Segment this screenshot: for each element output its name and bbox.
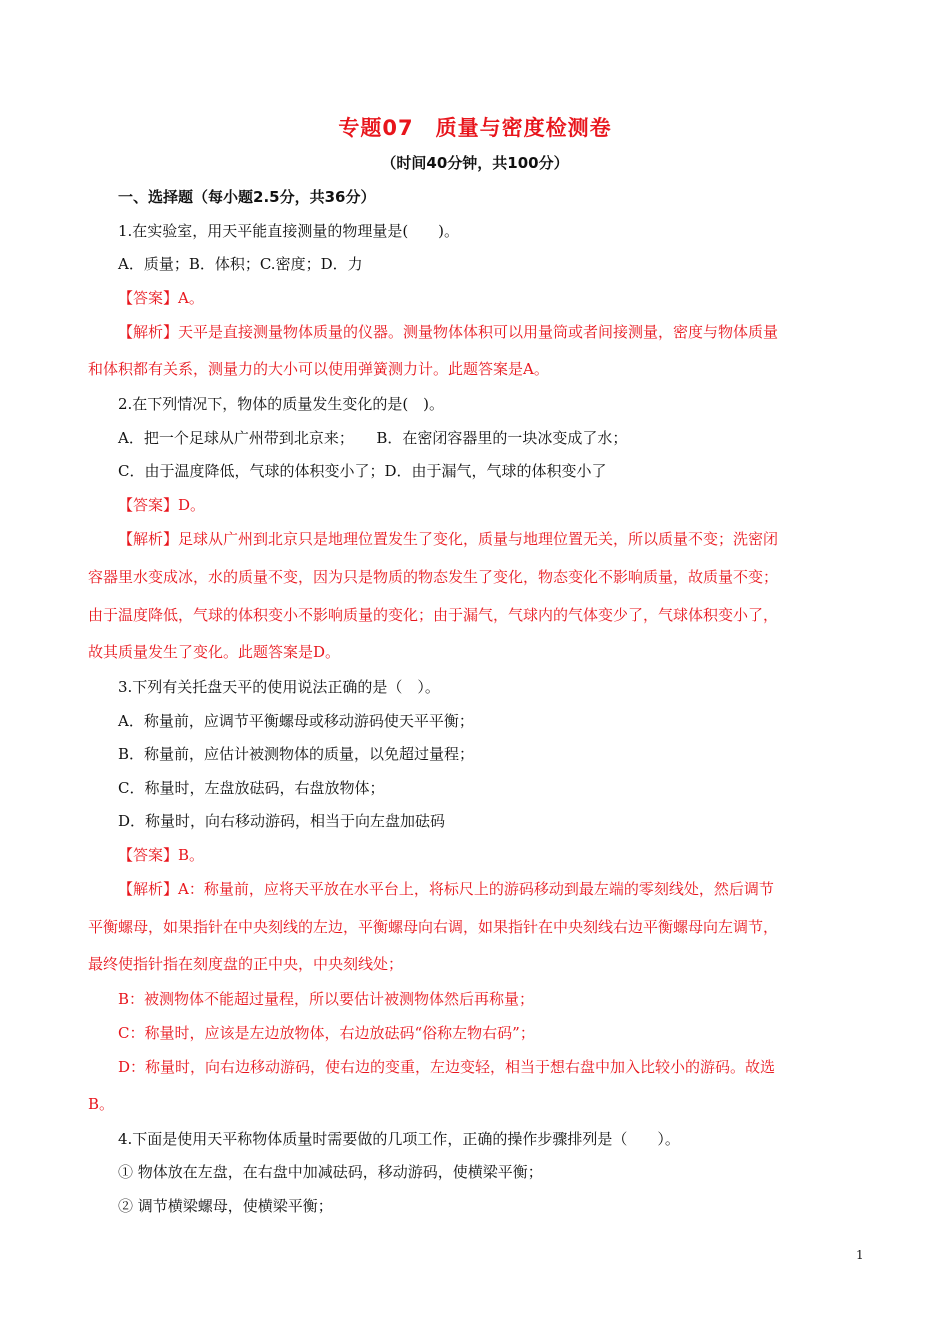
question-1-analysis-line: 和体积都有关系，测量力的大小可以使用弹簧测力计。此题答案是A。 [88, 360, 549, 378]
question-2-analysis-line: 故其质量发生了变化。此题答案是D。 [88, 643, 341, 661]
question-2-analysis-line: 由于温度降低，气球的体积变小不影响质量的变化；由于漏气，气球内的气体变少了，气球体积变小了， [88, 606, 779, 624]
question-3-analysis-line: B。 [88, 1095, 115, 1113]
question-3-analysis-line: B：被测物体不能超过量程，所以要估计被测物体然后再称量； [118, 990, 535, 1008]
question-2-option: A．把一个足球从广州带到北京来； B．在密闭容器里的一块冰变成了水； [118, 429, 628, 447]
question-3-stem: 3.下列有关托盘天平的使用说法正确的是（ ）。 [118, 678, 440, 696]
page-number: 1 [856, 1248, 864, 1262]
question-3-answer: 【答案】B。 [118, 846, 205, 864]
question-3-analysis-line: 平衡螺母，如果指针在中央刻线的左边，平衡螺母向右调，如果指针在中央刻线右边平衡螺母向左调节， [88, 918, 779, 936]
question-3-option: D．称量时，向右移动游码，相当于向左盘加砝码 [118, 812, 446, 830]
question-3-analysis-line: D：称量时，向右边移动游码，使右边的变重，左边变轻，相当于想右盘中加入比较小的游码。故选 [118, 1058, 776, 1076]
question-2-answer: 【答案】D。 [118, 496, 206, 514]
question-3-analysis-line: 【解析】A：称量前，应将天平放在水平台上，将标尺上的游码移动到最左端的零刻线处，然后调节 [118, 880, 774, 898]
question-4-option: ② 调节横梁螺母，使横梁平衡； [118, 1197, 333, 1215]
question-2-option: C．由于温度降低，气球的体积变小了；D．由于漏气，气球的体积变小了 [118, 462, 607, 480]
question-2-stem: 2.在下列情况下，物体的质量发生变化的是( )。 [118, 395, 445, 413]
question-3-option: A．称量前，应调节平衡螺母或移动游码使天平平衡； [118, 712, 474, 730]
question-2-analysis-line: 容器里水变成冰，水的质量不变，因为只是物质的物态发生了变化，物态变化不影响质量，故质量不变； [88, 568, 779, 586]
question-1-answer: 【答案】A。 [118, 289, 204, 307]
question-1-options: A．质量；B．体积；C.密度；D．力 [118, 255, 363, 273]
question-3-option: C．称量时，左盘放砝码，右盘放物体； [118, 779, 385, 797]
question-3-analysis-line: C：称量时，应该是左边放物体，右边放砝码“俗称左物右码”； [118, 1024, 535, 1042]
question-1-analysis-line: 【解析】天平是直接测量物体质量的仪器。测量物体体积可以用量筒或者间接测量，密度与物体质量 [118, 323, 779, 341]
question-2-analysis-line: 【解析】足球从广州到北京只是地理位置发生了变化，质量与地理位置无关，所以质量不变；洗密闭 [118, 530, 779, 548]
section-heading: 一、选择题（每小题2.5分，共36分） [118, 188, 376, 206]
question-3-analysis-line: 最终使指针指在刻度盘的正中央，中央刻线处； [88, 955, 404, 973]
page-subtitle: （时间40分钟，共100分） [381, 154, 569, 172]
question-4-stem: 4.下面是使用天平称物体质量时需要做的几项工作，正确的操作步骤排列是（ ）。 [118, 1130, 680, 1148]
question-1-stem: 1.在实验室，用天平能直接测量的物理量是( )。 [118, 222, 460, 240]
question-3-option: B．称量前，应估计被测物体的质量，以免超过量程； [118, 745, 475, 763]
question-4-option: ① 物体放在左盘，在右盘中加减砝码，移动游码，使横梁平衡； [118, 1163, 543, 1181]
page-title: 专题07 质量与密度检测卷 [338, 116, 612, 140]
